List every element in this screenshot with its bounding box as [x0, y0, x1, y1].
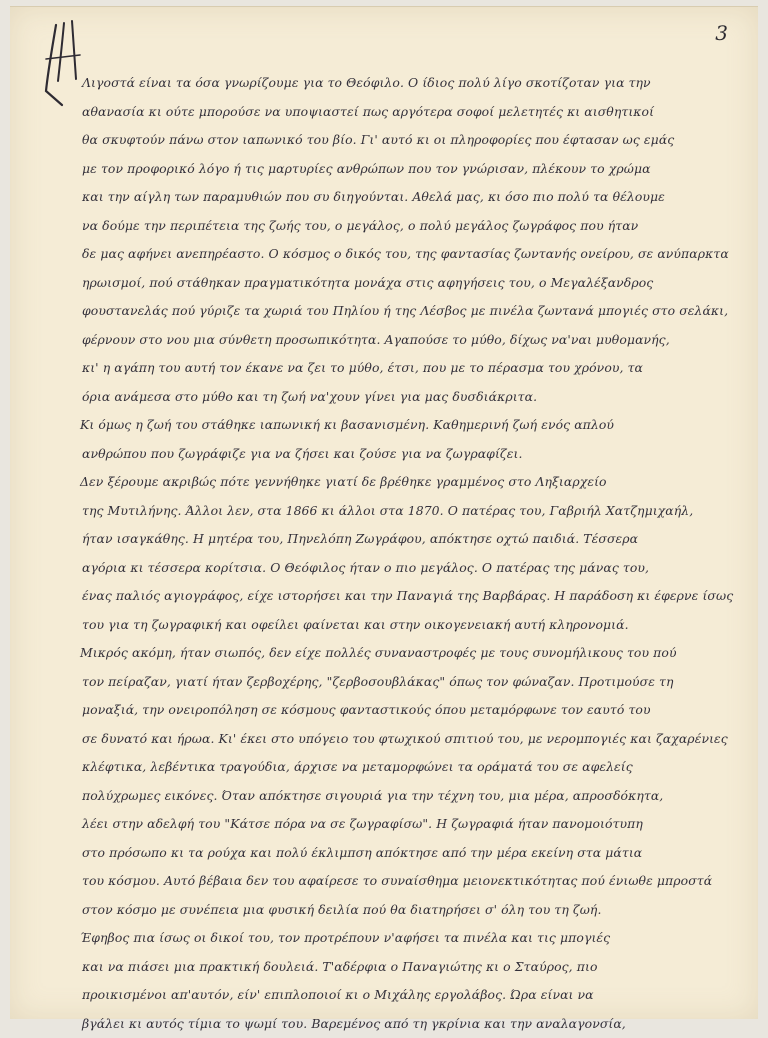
handwritten-text-block — [82, 69, 744, 1038]
text-line: αθανασία κι ούτε μπορούσε να υποψιαστεί πως αργότερα σοφοί μελετητές κι αισθητικοί — [82, 98, 744, 127]
text-line: Κι όμως η ζωή του στάθηκε ιαπωνική κι βασανισμένη. Καθημερινή ζωή ενός απλού — [80, 411, 744, 440]
text-line: λέει στην αδελφή του "Κάτσε πόρα να σε ζωγραφίσω". Η ζωγραφιά ήταν πανομοιότυπη — [82, 810, 744, 839]
text-line: κλέφτικα, λεβέντικα τραγούδια, άρχισε να μεταμορφώνει τα οράματά του σε αφελείς — [82, 753, 744, 782]
text-line: του κόσμου. Αυτό βέβαια δεν του αφαίρεσε το συναίσθημα μειονεκτικότητας πού ένιωθε μπροστά — [82, 867, 744, 896]
text-line: ανθρώπου που ζωγράφιζε για να ζήσει και ζούσε για να ζωγραφίζει. — [82, 440, 744, 469]
text-line: προικισμένοι απ'αυτόν, είν' επιπλοποιοί κι ο Μιχάλης εργολάβος. Ώρα είναι να — [82, 981, 744, 1010]
text-line: τον πείραζαν, γιατί ήταν ζερβοχέρης, "ζερβοσουβλάκας" όπως τον φώναζαν. Προτιμούσε τη — [82, 668, 744, 697]
text-line: με τον προφορικό λόγο ή τις μαρτυρίες ανθρώπων που τον γνώρισαν, πλέκουν το χρώμα — [82, 155, 744, 184]
text-line: και την αίγλη των παραμυθιών που συ διηγούνται. Αθελά μας, κι όσο πιο πολύ τα θέλουμε — [82, 183, 744, 212]
text-line: Έφηβος πια ίσως οι δικοί του, τον προτρέπουν ν'αφήσει τα πινέλα και τις μπογιές — [80, 924, 744, 953]
text-line: και να πιάσει μια πρακτική δουλειά. Τ'αδέρφια ο Παναγιώτης κι ο Σταύρος, πιο — [82, 953, 744, 982]
text-line: στον κόσμο με συνέπεια μια φυσική δειλία πού θα διατηρήσει σ' όλη του τη ζωή. — [82, 896, 744, 925]
manuscript-page — [10, 6, 758, 1019]
text-line: στο πρόσωπο κι τα ρούχα και πολύ έκλιμπση απόκτησε από την μέρα εκείνη στα μάτια — [82, 839, 744, 868]
text-line: φέρνουν στο νου μια σύνθετη προσωπικότητα. Αγαπούσε το μύθο, δίχως να'ναι μυθομανής, — [82, 326, 744, 355]
text-line: θα σκυφτούν πάνω στον ιαπωνικό του βίο. Γι' αυτό κι οι πληροφορίες που έφτασαν ως εμάς — [82, 126, 744, 155]
text-line: μοναξιά, την ονειροπόληση σε κόσμους φανταστικούς όπου μεταμόρφωνε τον εαυτό του — [82, 696, 744, 725]
text-line: φουστανελάς πού γύριζε τα χωριά του Πηλίου ή της Λέσβος με πινέλα ζωντανά μπογιές στο σελάκι, — [82, 297, 744, 326]
text-line: αγόρια κι τέσσερα κορίτσια. Ο Θεόφιλος ήταν ο πιο μεγάλος. Ο πατέρας της μάνας του, — [82, 554, 744, 583]
text-line: ένας παλιός αγιογράφος, είχε ιστορήσει και την Παναγιά της Βαρβάρας. Η παράδοση κι έφερνε ίσως — [82, 582, 744, 611]
text-line: όρια ανάμεσα στο μύθο και τη ζωή να'χουν γίνει για μας δυσδιάκριτα. — [82, 383, 744, 412]
text-line: της Μυτιλήνης. Άλλοι λεν, στα 1866 κι άλλοι στα 1870. Ο πατέρας του, Γαβριήλ Χατζημιχαήλ, — [82, 497, 744, 526]
text-line: βγάλει κι αυτός τίμια το ψωμί του. Βαρεμένος από τη γκρίνια και την αναλαγονσία, — [82, 1010, 744, 1038]
text-line: να δούμε την περιπέτεια της ζωής του, ο μεγάλος, ο πολύ μεγάλος ζωγράφος που ήταν — [82, 212, 744, 241]
text-line: πολύχρωμες εικόνες. Όταν απόκτησε σιγουριά για την τέχνη του, μια μέρα, απροσδόκητα, — [82, 782, 744, 811]
text-line: Λιγοστά είναι τα όσα γνωρίζουμε για το Θεόφιλο. Ο ίδιος πολύ λίγο σκοτίζοταν για την — [82, 69, 744, 98]
text-line: του για τη ζωγραφική και οφείλει φαίνεται και στην οικογενειακή αυτή κληρονομιά. — [82, 611, 744, 640]
text-line: Δεν ξέρουμε ακριβώς πότε γεννήθηκε γιατί δε βρέθηκε γραμμένος στο Ληξιαρχείο — [80, 468, 744, 497]
text-line: Μικρός ακόμη, ήταν σιωπός, δεν είχε πολλές συναναστροφές με τους συνομήλικους του πού — [80, 639, 744, 668]
text-line: σε δυνατό και ήρωα. Κι' έκει στο υπόγειο του φτωχικού σπιτιού του, με νερομπογιές και ζαχαρένιες — [82, 725, 744, 754]
text-line: δε μας αφήνει ανεπηρέαστο. Ο κόσμος ο δικός του, της φαντασίας ζωντανής ονείρου, σε ανύπαρκτα — [82, 240, 744, 269]
page-number: 3 — [715, 21, 728, 45]
text-line: κι' η αγάπη του αυτή τον έκανε να ζει το μύθο, έτσι, που με το πέρασμα του χρόνου, τα — [82, 354, 744, 383]
text-line: ηρωισμοί, πού στάθηκαν πραγματικότητα μονάχα στις αφηγήσεις του, ο Μεγαλέξανδρος — [82, 269, 744, 298]
text-line: ήταν ισαγκάθης. Η μητέρα του, Πηνελόπη Ζωγράφου, απόκτησε οχτώ παιδιά. Τέσσερα — [82, 525, 744, 554]
